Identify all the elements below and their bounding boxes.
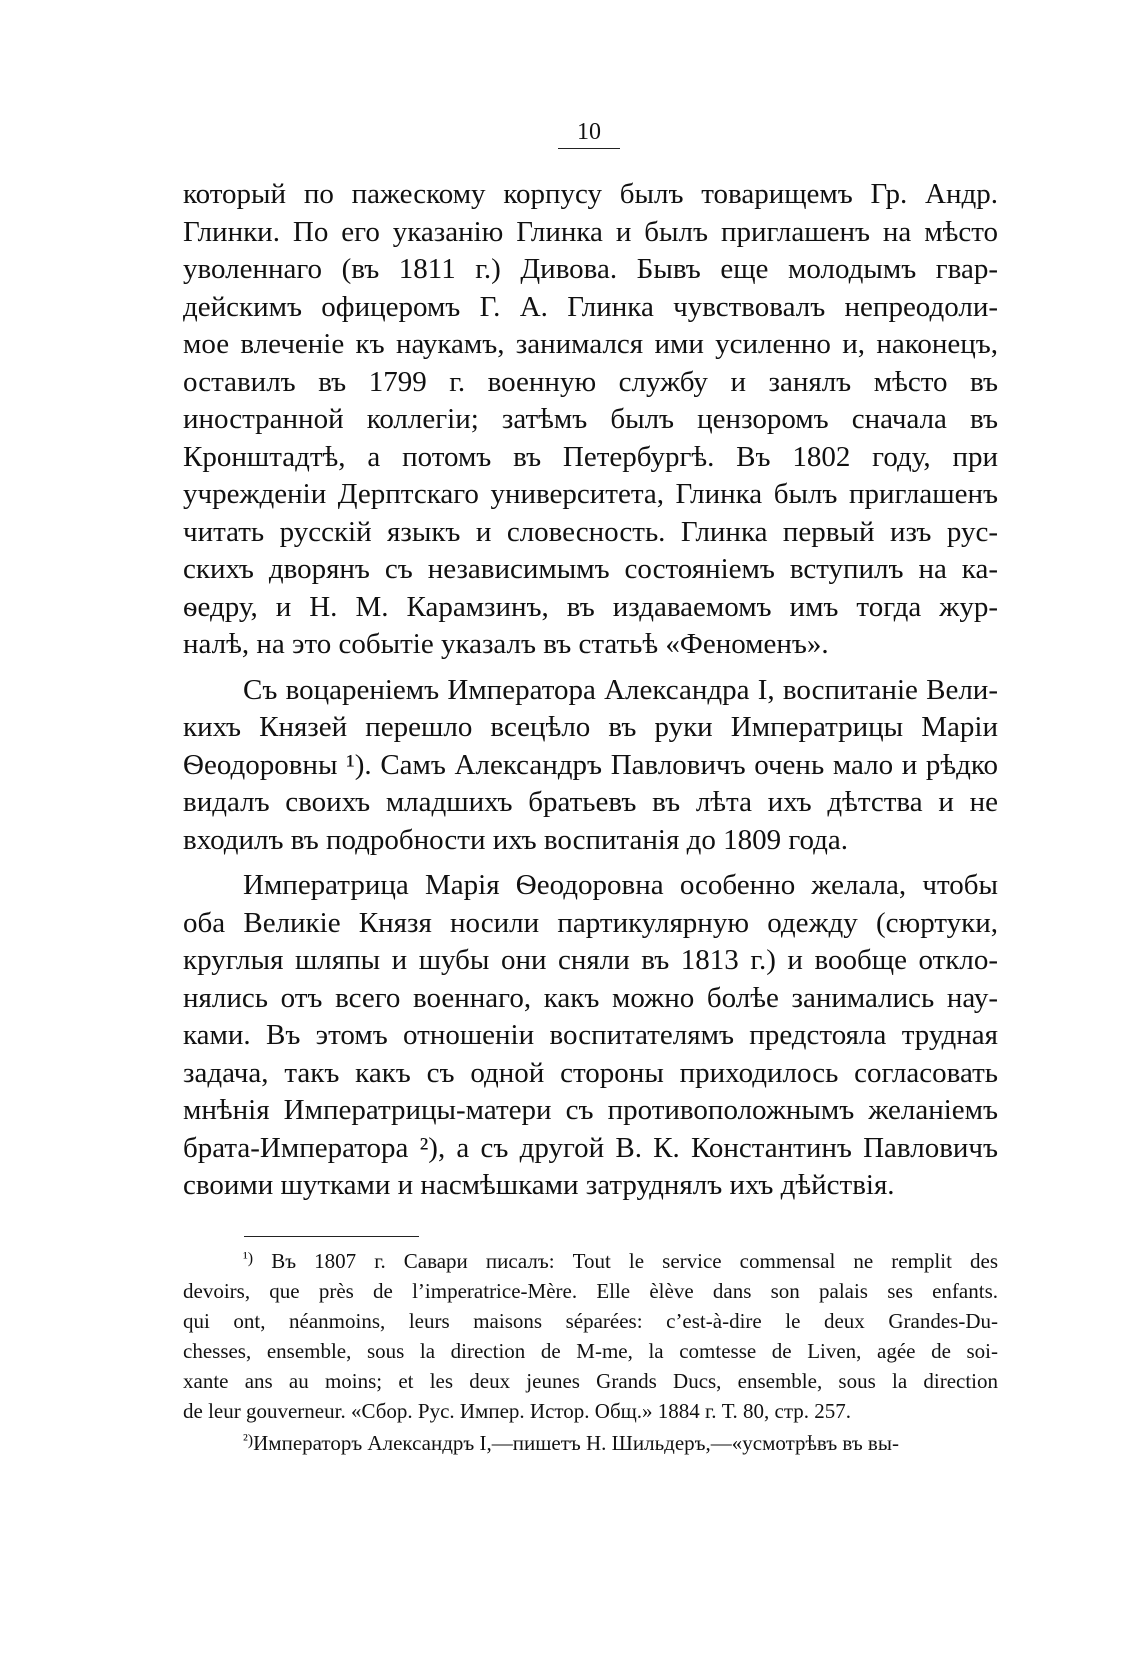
text-line: ками. Въ этомъ отношеніи воспитателямъ предстояла трудная [183,1019,998,1051]
text-line: Кронштадтѣ, а потомъ въ Петербургѣ. Въ 1802 году, при [183,440,998,473]
text-line: кихъ Князей перешло всецѣло въ руки Императрицы Маріи [183,711,998,743]
footnote-line: chesses, ensemble, sous la direction de M-me, la comtesse de Liven, agée de soi- [183,1339,998,1363]
text-line: иностранной коллегіи; затѣмъ былъ цензоромъ сначала въ [183,403,998,435]
text-line: входилъ въ подробности ихъ воспитанія до 1809 года. [183,823,849,856]
text-line: оставилъ въ 1799 г. военную службу и занялъ мѣсто въ [183,365,998,398]
text-line: уволеннаго (въ 1811 г.) Дивова. Бывъ еще молодымъ гвар- [183,253,998,285]
footnote-line: de leur gouverneur. «Сбор. Рус. Импер. Истор. Общ.» 1884 г. Т. 80, стр. 257. [183,1399,852,1423]
text-line: читать русскій языкъ и словесность. Глинка первый изъ рус- [183,515,998,548]
text-line: ѳедру, и Н. М. Карамзинъ, въ издаваемомъ имъ тогда жур- [183,590,998,623]
page-number-rule [558,148,620,149]
text-line: дейскимъ офицеромъ Г. А. Глинка чувствовалъ непреодоли- [183,290,998,323]
text-line: скихъ дворянъ съ независимымъ состояніемъ вступилъ на ка- [183,553,998,585]
page-number: 10 [577,119,601,145]
text-line: Ѳеодоровны ¹). Самъ Александръ Павловичъ очень мало и рѣдко [183,748,998,781]
text-line: оба Великіе Князя носили партикулярную одежду (сюртуки, [183,906,998,939]
text-line: Императрица Марія Ѳеодоровна особенно желала, чтобы [243,869,998,901]
footnote-2 [183,1426,998,1458]
body-text [183,176,998,1205]
text-line: налѣ, на это событіе указалъ въ статьѣ «Феноменъ». [183,628,829,660]
footnote-line: xante ans au moins; et les deux jeunes Grands Ducs, ensemble, sous la direction [183,1369,998,1393]
text-line: Съ воцареніемъ Императора Александра I, воспитаніе Вели- [243,673,998,706]
text-line: круглыя шляпы и шубы они сняли въ 1813 г.) и вообще откло- [183,944,998,976]
text-line: учрежденіи Дерптскаго университета, Глинка былъ приглашенъ [183,478,998,510]
paragraph-2 [183,672,998,860]
paragraph-1 [183,176,998,664]
footnote-line: qui ont, néanmoins, leurs maisons séparées: c’est-à-dire le deux Grandes-Du- [183,1309,998,1333]
footnote-line [183,1426,998,1458]
footnote-text: Императоръ Александръ I,—пишетъ Н. Шильдеръ,—«усмотрѣвъ въ вы- [253,1431,899,1455]
footnote-separator [244,1236,419,1237]
footnote-marker: ²) [243,1432,254,1449]
footnote-text: Въ 1807 г. Савари писалъ: Tout le service commensal ne remplit des [271,1249,998,1273]
text-line: мнѣнія Императрицы-матери съ противоположнымъ желаніемъ [183,1094,998,1126]
text-line: видалъ своихъ младшихъ братьевъ въ лѣта ихъ дѣтства и не [183,786,998,818]
footnotes [183,1244,998,1458]
footnote-line [183,1244,998,1276]
footnote-1 [183,1244,998,1426]
text-line: который по пажескому корпусу былъ товарищемъ Гр. Андр. [183,178,998,210]
text-line: своими шутками и насмѣшками затруднялъ ихъ дѣйствія. [183,1169,895,1201]
paragraph-3 [183,867,998,1205]
footnote-line: devoirs, que près de l’imperatrice-Mère. Elle èlève dans son palais ses enfants. [183,1279,998,1303]
text-line: мое влеченіе къ наукамъ, занимался ими усиленно и, наконецъ, [183,328,998,360]
text-line: брата-Императора ²), а съ другой В. К. Константинъ Павловичъ [183,1131,998,1164]
text-line: Глинки. По его указанію Глинка и былъ приглашенъ на мѣсто [183,215,998,248]
text-line: задача, такъ какъ съ одной стороны приходилось согласовать [183,1056,998,1089]
footnote-marker: ¹) [243,1250,254,1267]
text-line: нялись отъ всего военнаго, какъ можно болѣе занимались нау- [183,981,998,1014]
